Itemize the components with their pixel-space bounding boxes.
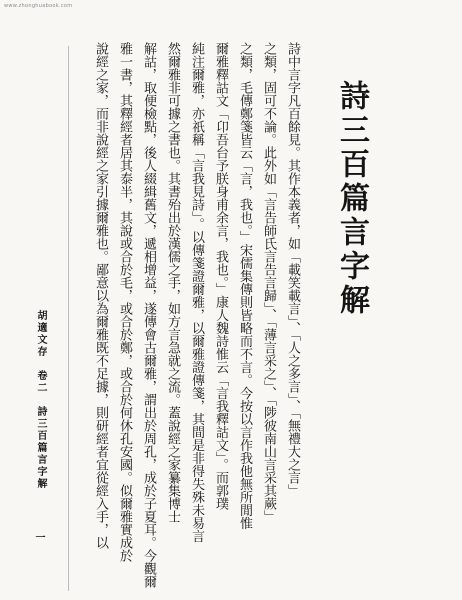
page-number: 一: [33, 532, 44, 542]
collection-title: 胡適文存: [35, 310, 46, 358]
text-line-4: 爾雅釋詁文「卬吾台予朕身甫余言，我也。」康人魏詩惟云「言我釋詁文」。而郭璞: [213, 42, 228, 510]
page-title: 詩三百篇言字解: [334, 80, 369, 318]
text-line-8: 雅一書，其釋經者居其泰半，其說或合於毛，或合於鄭，或合於何休孔安國。似爾雅實成於: [117, 42, 132, 562]
column-rule: [68, 46, 69, 591]
text-line-3: 之類，毛傳鄭箋皆云「言，我也。」宋儒集傳則皆略而不言。今按以言作我他無所閒惟: [237, 42, 252, 530]
text-line-7: 解詁，取便檢點，後人綴緝舊文，遞相增益，遂傳會古爾雅，謂出於周孔，成於子夏耳。今觀爾: [141, 42, 156, 588]
text-line-1: 詩中言字凡百餘見。其作本義者，如「載笑載言」、「人之多言」、「無禮大之言」: [285, 42, 300, 497]
watermark: www.zhonghuabook.com: [4, 3, 73, 9]
text-line-6: 然爾雅非可據之書也。其書殆出於漢儒之手，如方言急就之流。蓋說經之家纂集博士: [165, 42, 180, 523]
text-line-5: 純注爾雅，亦祇稱「言我見詩」。以傳箋證爾雅，以爾雅證傳箋，其間是非得失殊未易言: [189, 42, 204, 543]
text-line-9: 說經之家，而非說經之家引據爾雅也。鄙意以為爾雅既不足據，則研經者宜從經入手，以: [93, 42, 108, 549]
section-title: 卷二 詩三百篇言字解: [35, 370, 46, 490]
text-line-2: 之類，固可不論。此外如「言告師氏言告言歸」、「薄言采之」、「陟彼南山言采其蕨」: [261, 42, 276, 523]
running-footer: [35, 310, 45, 490]
